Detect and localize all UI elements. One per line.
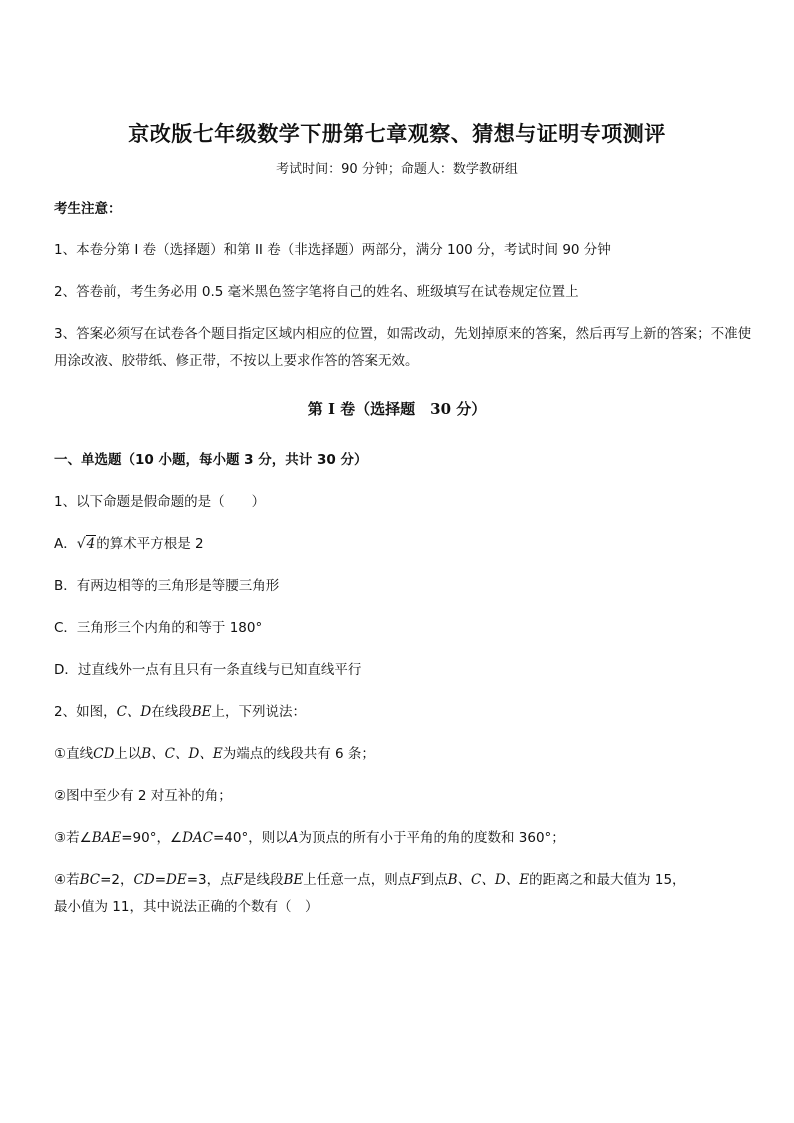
- notice-item-1: 1、本卷分第 I 卷（选择题）和第 II 卷（非选择题）两部分，满分 100 分，考试时间 90 分钟: [54, 242, 611, 258]
- sqrt-argument: 4: [86, 536, 96, 552]
- s4-point-f: F: [233, 872, 243, 888]
- option-a-text: 的算术平方根是 2: [96, 536, 204, 552]
- s4-text: =2，: [100, 872, 134, 888]
- s3-angle-bae: BAE: [91, 830, 122, 846]
- s4-point-f: F: [411, 872, 421, 888]
- q2-text: 2、如图，: [54, 704, 117, 720]
- s4-text: =: [154, 872, 166, 888]
- s4-seg-be: BE: [283, 872, 304, 888]
- q2-segment: BE: [191, 704, 212, 720]
- s3-angle-dac: DAC: [182, 830, 213, 846]
- question-1-option-b: B．有两边相等的三角形是等腰三角形: [54, 578, 280, 594]
- s4-seg-cd: CD: [133, 872, 155, 888]
- s4-text: 到点: [420, 872, 448, 888]
- s3-text: =40°，则以: [213, 830, 289, 846]
- sqrt-expression: √4: [76, 536, 96, 552]
- s4-text: ④若: [54, 872, 80, 888]
- notice-item-2: 2、答卷前，考生务必用 0.5 毫米黑色签字笔将自己的姓名、班级填写在试卷规定位置上: [54, 284, 579, 300]
- s4-points: B、C、D、E: [447, 872, 530, 888]
- s4-text: =3，点: [186, 872, 234, 888]
- question-2-statement-4-line-2: 最小值为 11，其中说法正确的个数有（ ）: [54, 899, 319, 915]
- section-title: 第 I 卷（选择题 30 分）: [307, 400, 487, 418]
- s1-text: 为端点的线段共有 6 条；: [222, 746, 375, 762]
- question-2-stem: [54, 699, 754, 726]
- notice-item-3: 3、答案必须写在试卷各个题目指定区域内相应的位置，如需改动，先划掉原来的答案，然后再写上新的答案；不准使用涂改液、胶带纸、修正带，不按以上要求作答的答案无效。: [54, 326, 752, 369]
- s3-text: ③若∠: [54, 830, 92, 846]
- s3-text: =90°，∠: [121, 830, 183, 846]
- question-2-statement-4: [54, 867, 754, 894]
- q2-points: C、D: [116, 704, 152, 720]
- s3-text: 为顶点的所有小于平角的角的度数和 360°；: [298, 830, 565, 846]
- exam-title: 京改版七年级数学下册第七章观察、猜想与证明专项测评: [128, 121, 666, 146]
- option-a-prefix: A．: [54, 536, 77, 552]
- s4-text: 的距离之和最大值为 15，: [529, 872, 686, 888]
- q2-text: 上，下列说法：: [211, 704, 307, 720]
- s4-seg-bc: BC: [79, 872, 101, 888]
- question-2-statement-3: [54, 825, 754, 852]
- s1-text: 上以: [114, 746, 142, 762]
- s3-point-a: A: [288, 830, 299, 846]
- q2-text: 在线段: [151, 704, 192, 720]
- question-1-stem: 1、以下命题是假命题的是（ ）: [54, 494, 266, 510]
- question-1-option-d: D．过直线外一点有且只有一条直线与已知直线平行: [54, 662, 362, 678]
- question-1-option-a: [54, 531, 754, 558]
- notice-heading: 考生注意：: [54, 201, 122, 217]
- s1-points: B、C、D、E: [141, 746, 223, 762]
- s4-text: 上任意一点，则点: [303, 872, 412, 888]
- question-1-option-c: C．三角形三个内角的和等于 180°: [54, 620, 263, 636]
- s1-line-name: CD: [93, 746, 115, 762]
- s1-text: ①直线: [54, 746, 94, 762]
- question-2-statement-2: ②图中至少有 2 对互补的角；: [54, 788, 232, 804]
- part-heading: 一、单选题（10 小题，每小题 3 分，共计 30 分）: [54, 452, 368, 468]
- s4-text: 是线段: [242, 872, 284, 888]
- question-2-statement-1: [54, 741, 754, 768]
- exam-subtitle: 考试时间：90 分钟；命题人：数学教研组: [276, 162, 518, 177]
- s4-seg-de: DE: [166, 872, 187, 888]
